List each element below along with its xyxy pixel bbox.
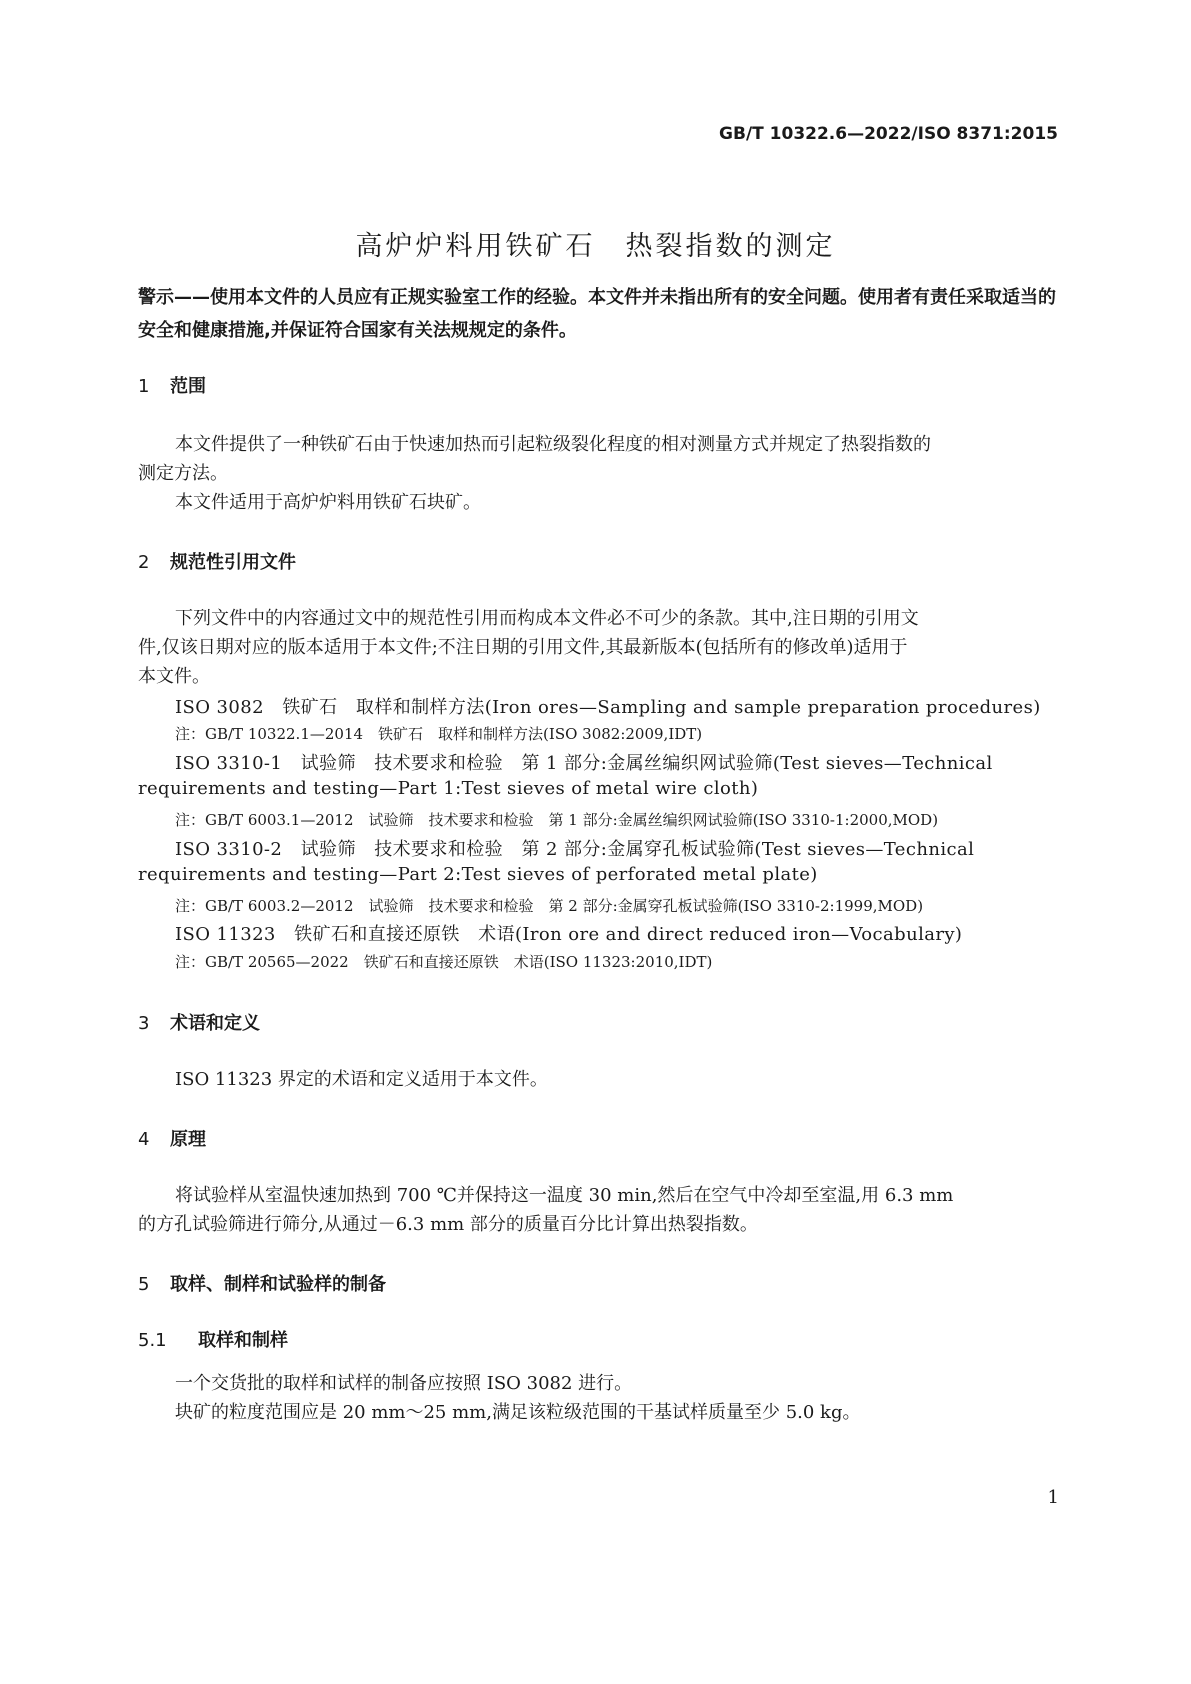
paragraph-line: 下列文件中的内容通过文中的规范性引用而构成本文件必不可少的条款。其中,注日期的引用文 [175, 608, 919, 629]
section-heading-3 [138, 1009, 260, 1035]
subsection-title: 取样和制样 [198, 1330, 288, 1351]
reference-item: requirements and testing—Part 2:Test sieves of perforated metal plate) [138, 864, 818, 885]
paragraph-line: 一个交货批的取样和试样的制备应按照 ISO 3082 进行。 [175, 1373, 633, 1394]
document-header: GB/T 10322.6—2022/ISO 8371:2015 [719, 124, 1058, 144]
section-heading-5 [138, 1270, 386, 1296]
section-title: 取样、制样和试验样的制备 [170, 1274, 386, 1295]
section-heading-4 [138, 1125, 206, 1151]
reference-note: 注：GB/T 10322.1—2014 铁矿石 取样和制样方法(ISO 3082:2009,IDT) [175, 725, 703, 743]
paragraph-line: 件,仅该日期对应的版本适用于本文件;不注日期的引用文件,其最新版本(包括所有的修改单)适用于 [138, 637, 908, 658]
reference-item: requirements and testing—Part 1:Test sieves of metal wire cloth) [138, 778, 759, 799]
paragraph-line: 测定方法。 [138, 463, 228, 484]
paragraph-line: 将试验样从室温快速加热到 700 ℃并保持这一温度 30 min,然后在空气中冷却至室温,用 6.3 mm [175, 1185, 954, 1206]
reference-item: ISO 3310-1 试验筛 技术要求和检验 第 1 部分:金属丝编织网试验筛(Test sieves—Technical [175, 753, 993, 774]
section-number: 5 [138, 1274, 150, 1295]
warning-paragraph: 警示——使用本文件的人员应有正规实验室工作的经验。本文件并未指出所有的安全问题。使用者有责任采取适当的安全和健康措施,并保证符合国家有关法规规定的条件。 [138, 287, 1056, 341]
reference-item: ISO 11323 铁矿石和直接还原铁 术语(Iron ore and direct reduced iron—Vocabulary) [175, 924, 963, 945]
subsection-number: 5.1 [138, 1330, 167, 1351]
section-title: 规范性引用文件 [170, 552, 296, 573]
section-title: 范围 [170, 376, 206, 397]
page-number: 1 [1047, 1487, 1059, 1508]
subsection-heading-5-1 [138, 1326, 288, 1352]
section-number: 1 [138, 376, 150, 397]
section-title: 术语和定义 [170, 1013, 260, 1034]
reference-note: 注：GB/T 6003.2—2012 试验筛 技术要求和检验 第 2 部分:金属穿孔板试验筛(ISO 3310-2:1999,MOD) [175, 897, 924, 915]
section-heading-1 [138, 372, 206, 398]
section-number: 4 [138, 1129, 150, 1150]
section-number: 3 [138, 1013, 150, 1034]
paragraph-line: ISO 11323 界定的术语和定义适用于本文件。 [175, 1069, 548, 1090]
reference-item: ISO 3310-2 试验筛 技术要求和检验 第 2 部分:金属穿孔板试验筛(Test sieves—Technical [175, 839, 975, 860]
reference-note: 注：GB/T 20565—2022 铁矿石和直接还原铁 术语(ISO 11323:2010,IDT) [175, 953, 713, 971]
paragraph-line: 本文件提供了一种铁矿石由于快速加热而引起粒级裂化程度的相对测量方式并规定了热裂指数的 [175, 434, 931, 455]
paragraph-line: 本文件适用于高炉炉料用铁矿石块矿。 [175, 492, 481, 513]
reference-item: ISO 3082 铁矿石 取样和制样方法(Iron ores—Sampling and sample preparation procedures) [175, 697, 1041, 718]
paragraph-line: 块矿的粒度范围应是 20 mm～25 mm,满足该粒级范围的干基试样质量至少 5.0 kg。 [175, 1402, 861, 1423]
page-title: 高炉炉料用铁矿石 热裂指数的测定 [355, 231, 836, 262]
paragraph-line: 本文件。 [138, 666, 210, 687]
section-title: 原理 [170, 1129, 206, 1150]
section-number: 2 [138, 552, 150, 573]
section-heading-2 [138, 548, 296, 574]
paragraph-line: 的方孔试验筛进行筛分,从通过－6.3 mm 部分的质量百分比计算出热裂指数。 [138, 1214, 758, 1235]
reference-note: 注：GB/T 6003.1—2012 试验筛 技术要求和检验 第 1 部分:金属丝编织网试验筛(ISO 3310-1:2000,MOD) [175, 811, 939, 829]
